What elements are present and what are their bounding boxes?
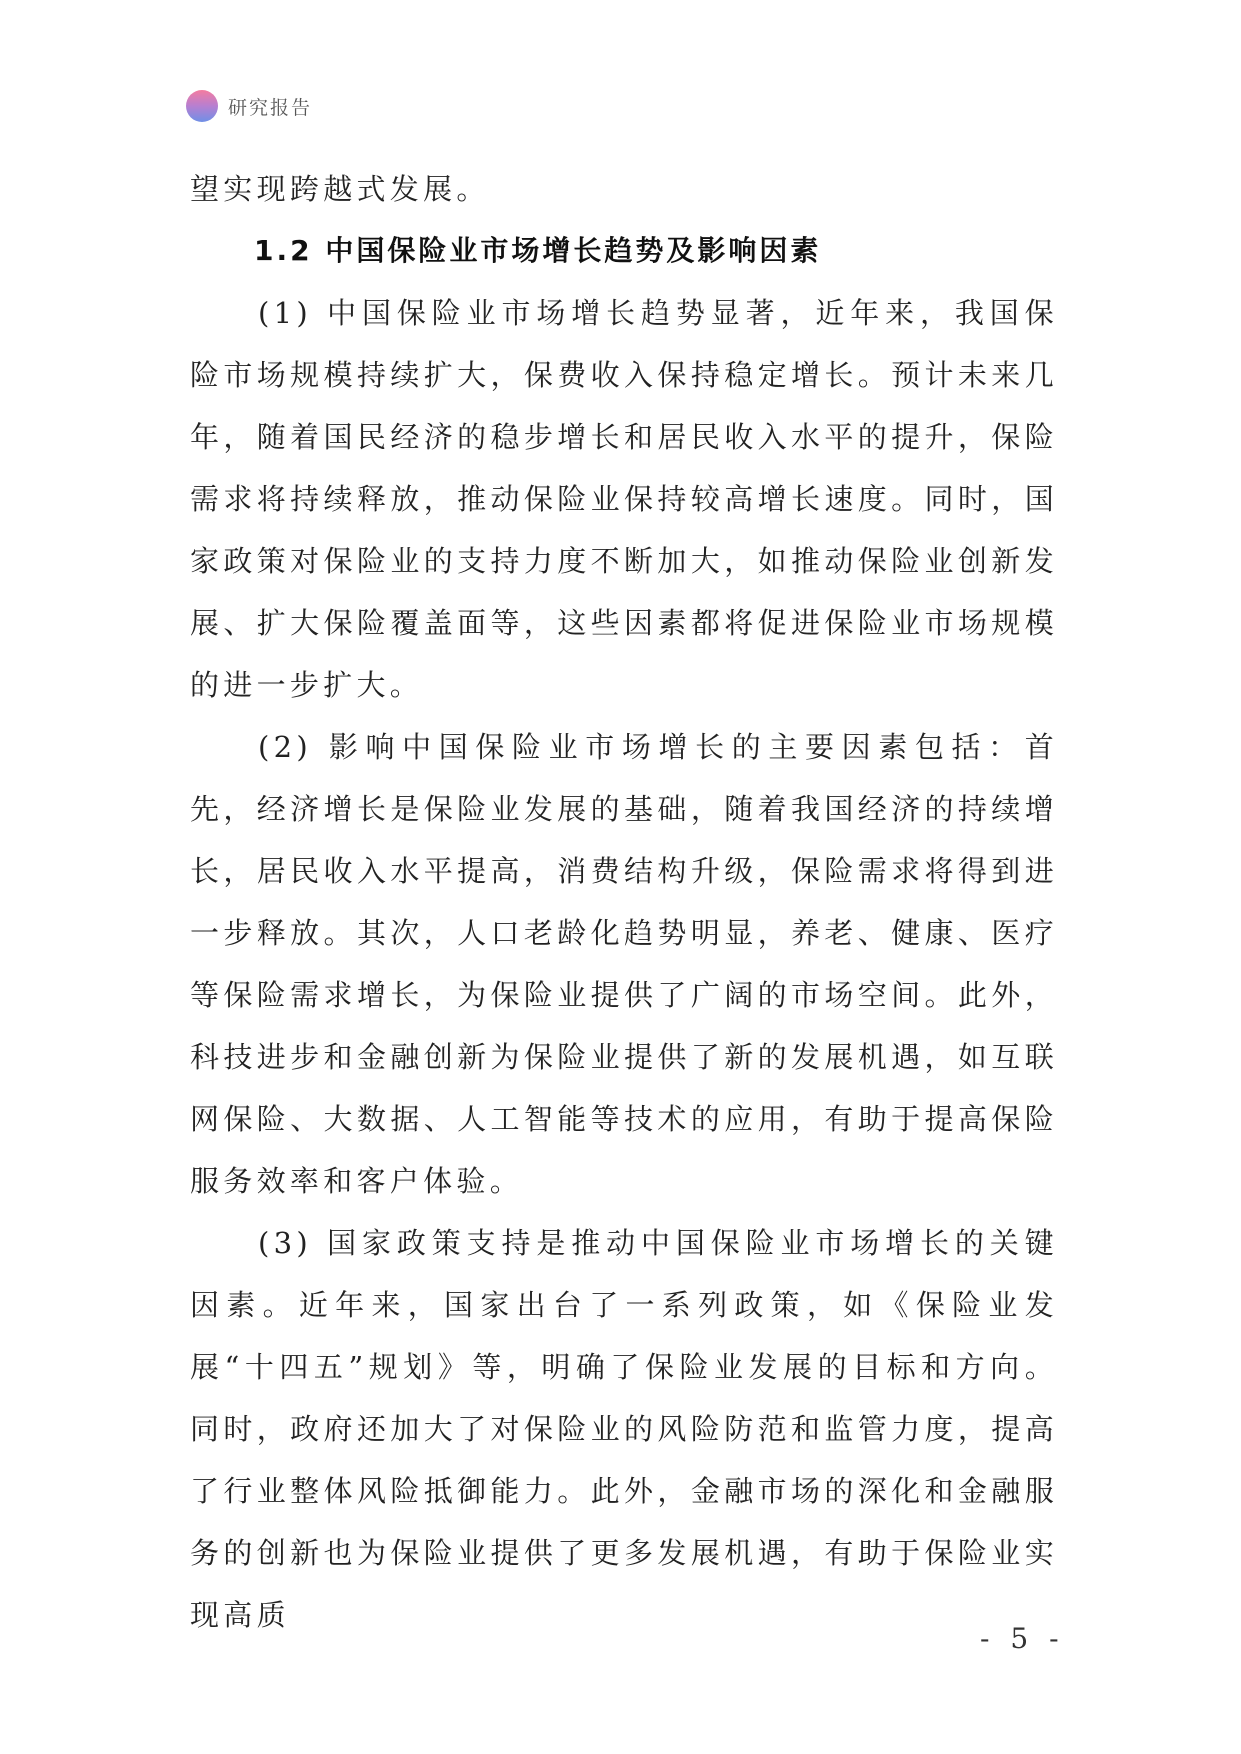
continuation-text: 望实现跨越式发展。	[190, 172, 490, 206]
report-header	[186, 88, 312, 124]
section-heading: 1.2 中国保险业市场增长趋势及影响因素	[254, 234, 822, 267]
paragraph-3: (3) 国家政策支持是推动中国保险业市场增长的关键因素。近年来，国家出台了一系列政策，如《保险业发展“十四五”规划》等，明确了保险业发展的目标和方向。同时，政府还加大了对保险业的风险防范和监管力度，提高了行业整体风险抵御能力。此外，金融市场的深化和金融服务的创新也为保险业提供了更多发展机遇，有助于保险业实现高质	[190, 1226, 1058, 1632]
paragraph-2: (2) 影响中国保险业市场增长的主要因素包括：首先，经济增长是保险业发展的基础，随着我国经济的持续增长，居民收入水平提高，消费结构升级，保险需求将得到进一步释放。其次，人口老龄化趋势明显，养老、健康、医疗等保险需求增长，为保险业提供了广阔的市场空间。此外，科技进步和金融创新为保险业提供了新的发展机遇，如互联网保险、大数据、人工智能等技术的应用，有助于提高保险服务效率和客户体验。	[190, 730, 1058, 1198]
header-label: 研究报告	[228, 96, 313, 119]
paragraph-1: (1) 中国保险业市场增长趋势显著，近年来，我国保险市场规模持续扩大，保费收入保持稳定增长。预计未来几年，随着国民经济的稳步增长和居民收入水平的提升，保险需求将持续释放，推动保险业保持较高增长速度。同时，国家政策对保险业的支持力度不断加大，如推动保险业创新发展、扩大保险覆盖面等，这些因素都将促进保险业市场规模的进一步扩大。	[190, 296, 1058, 702]
document-body	[190, 158, 1058, 1646]
page-number: - 5 -	[980, 1622, 1065, 1655]
report-logo-icon	[186, 90, 218, 122]
